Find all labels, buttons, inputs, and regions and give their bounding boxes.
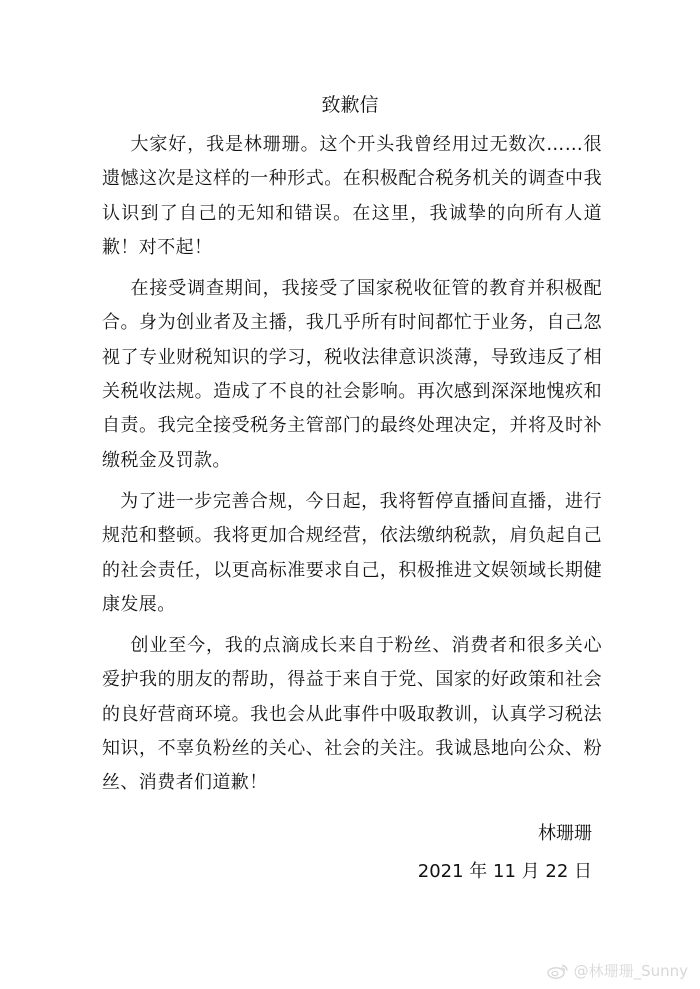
letter-date: 2021 年 11 月 22 日: [417, 861, 592, 882]
watermark: [547, 961, 688, 981]
paragraph-text: 为了进一步完善合规，今日起，我将暂停直播间直播，进行规范和整顿。我将更加合规经营，依法缴纳税款，肩负起自己的社会责任，以更高标准要求自己，积极推进文娱领域长期健康发展。: [102, 490, 602, 615]
paragraph-2: [102, 272, 602, 478]
letter-body: [102, 128, 602, 808]
paragraph-1: [102, 128, 602, 265]
paragraph-4: [102, 629, 602, 800]
signature: 林珊珊: [538, 823, 592, 844]
paragraph-3: [102, 485, 602, 622]
weibo-icon: [547, 963, 569, 979]
watermark-text: @林珊珊_Sunny: [573, 962, 688, 980]
letter-title: 致歉信: [321, 94, 379, 116]
paragraph-text: 大家好，我是林珊珊。这个开头我曾经用过无数次……很遗憾这次是这样的一种形式。在积极配合税务机关的调查中我认识到了自己的无知和错误。在这里，我诚挚的向所有人道歉！对不起！: [102, 134, 602, 258]
paragraph-text: 创业至今，我的点滴成长来自于粉丝、消费者和很多关心爱护我的朋友的帮助，得益于来自于党、国家的好政策和社会的良好营商环境。我也会从此事件中吸取教训，认真学习税法知识，不辜负粉丝的关心、社会的关注。我诚恳地向公众、粉丝、消费者们道歉！: [102, 635, 602, 794]
paragraph-text: 在接受调查期间，我接受了国家税收征管的教育并积极配合。身为创业者及主播，我几乎所有时间都忙于业务，自己忽视了专业财税知识的学习，税收法律意识淡薄，导致违反了相关税收法规。造成了不良的社会影响。再次感到深深地愧疚和自责。我完全接受税务主管部门的最终处理决定，并将及时补缴税金及罚款。: [102, 278, 602, 471]
